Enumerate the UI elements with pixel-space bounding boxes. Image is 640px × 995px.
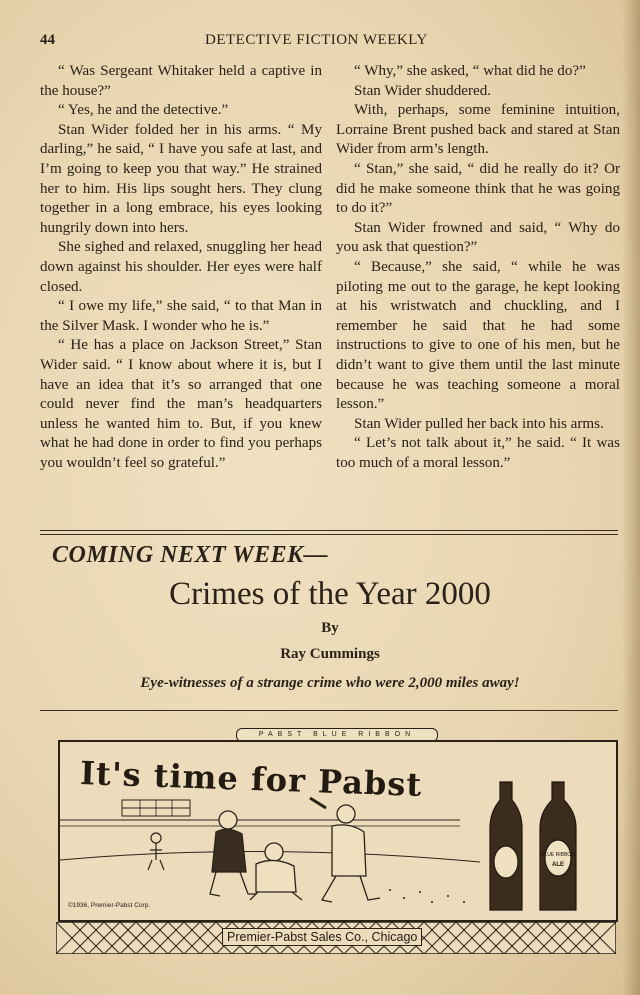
bottle-label-bottom: ALE xyxy=(552,862,564,868)
section-divider xyxy=(40,710,618,711)
beer-bottle-icon xyxy=(490,782,522,910)
drinking-player-figure xyxy=(310,798,380,902)
bottle-label-top: BLUE RIBBON xyxy=(541,852,575,858)
byline-by: By xyxy=(321,620,339,636)
paragraph: Stan Wider frowned and said, “ Why do you ask that question?” xyxy=(336,219,620,256)
next-story-title: Crimes of the Year 2000 xyxy=(169,576,491,612)
stadium-fence xyxy=(60,820,460,826)
paragraph: Stan Wider folded her in his arms. “ My darling,” he said, “ I have you safe at last, and I’m going to keep you that way.” He strained her to him. His lips sought hers. They clung together in a long embrace, his eyes looking hungrily down into hers. xyxy=(40,121,322,236)
paragraph: She sighed and relaxed, snuggling her head down against his shoulder. Her eyes were half closed. xyxy=(40,239,322,295)
paragraph: With, perhaps, some feminine intuition, Lorraine Brent pushed back and stared at Stan Wider from arm’s length. xyxy=(336,102,620,158)
section-divider xyxy=(40,534,618,535)
paragraph: “ Stan,” she said, “ did he really do it? Or did he make someone think that he was going to do it?” xyxy=(336,160,620,217)
next-story-author: Ray Cummings xyxy=(280,646,380,662)
grass-marks xyxy=(389,889,465,903)
story-column-right xyxy=(336,62,620,473)
section-divider xyxy=(40,530,618,531)
paragraph: “ Was Sergeant Whitaker held a captive in the house?” xyxy=(40,63,322,99)
ad-headline: It's time for Pabst xyxy=(79,754,423,804)
ale-bottle-icon xyxy=(540,782,576,910)
page-number: 44 xyxy=(40,32,55,48)
paragraph: “ Let’s not talk about it,” he said. “ It was too much of a moral lesson.” xyxy=(336,435,620,471)
next-story-tagline: Eye-witnesses of a strange crime who were 2,000 miles away! xyxy=(140,675,520,691)
paragraph: “ Because,” she said, “ while he was piloting me out to the garage, he kept looking at his wristwatch and chuckling, and I remember he said that he had some instructions to give to one of his men, but he didn’t want to give them until the last minute because he was teaching someone a moral lesson.” xyxy=(336,258,620,413)
paragraph: “ Why,” she asked, “ what did he do?” xyxy=(354,63,586,79)
running-head: DETECTIVE FICTION WEEKLY xyxy=(205,32,428,48)
ad-banner-tag: PABST BLUE RIBBON xyxy=(236,728,438,742)
story-column-left xyxy=(40,62,322,473)
ad-illustration-frame xyxy=(58,740,618,922)
pabst-advertisement xyxy=(56,726,616,958)
ad-crosshatch-base xyxy=(56,922,616,954)
page-shadow-edge xyxy=(622,0,640,995)
paragraph: “ Yes, he and the detective.” xyxy=(58,102,229,119)
small-player-figure xyxy=(148,833,164,870)
coming-next-week-label: COMING NEXT WEEK— xyxy=(52,542,329,568)
paragraph: Stan Wider pulled her back into his arms. xyxy=(354,415,604,432)
ad-copyright: ©1936, Premier-Pabst Corp. xyxy=(68,902,151,909)
umpire-figure xyxy=(210,811,256,896)
paragraph: Stan Wider shuddered. xyxy=(354,82,492,99)
paragraph: “ I owe my life,” she said, “ to that Man in the Silver Mask. I wonder who he is.” xyxy=(40,298,322,334)
scoreboard-icon xyxy=(122,800,190,816)
paragraph: “ He has a place on Jackson Street,” Stan Wider said. “ I know about where it is, but I have an idea that it’s so arranged that one could never find the man’s headquarters unless he wanted him to. But, if you knew what he had done in order to find you perhaps you wouldn’t feel so grateful.” xyxy=(40,337,322,471)
ad-company-name: Premier-Pabst Sales Co., Chicago xyxy=(222,928,422,946)
page-header xyxy=(40,32,620,52)
baseball-scene-illustration xyxy=(60,742,616,920)
